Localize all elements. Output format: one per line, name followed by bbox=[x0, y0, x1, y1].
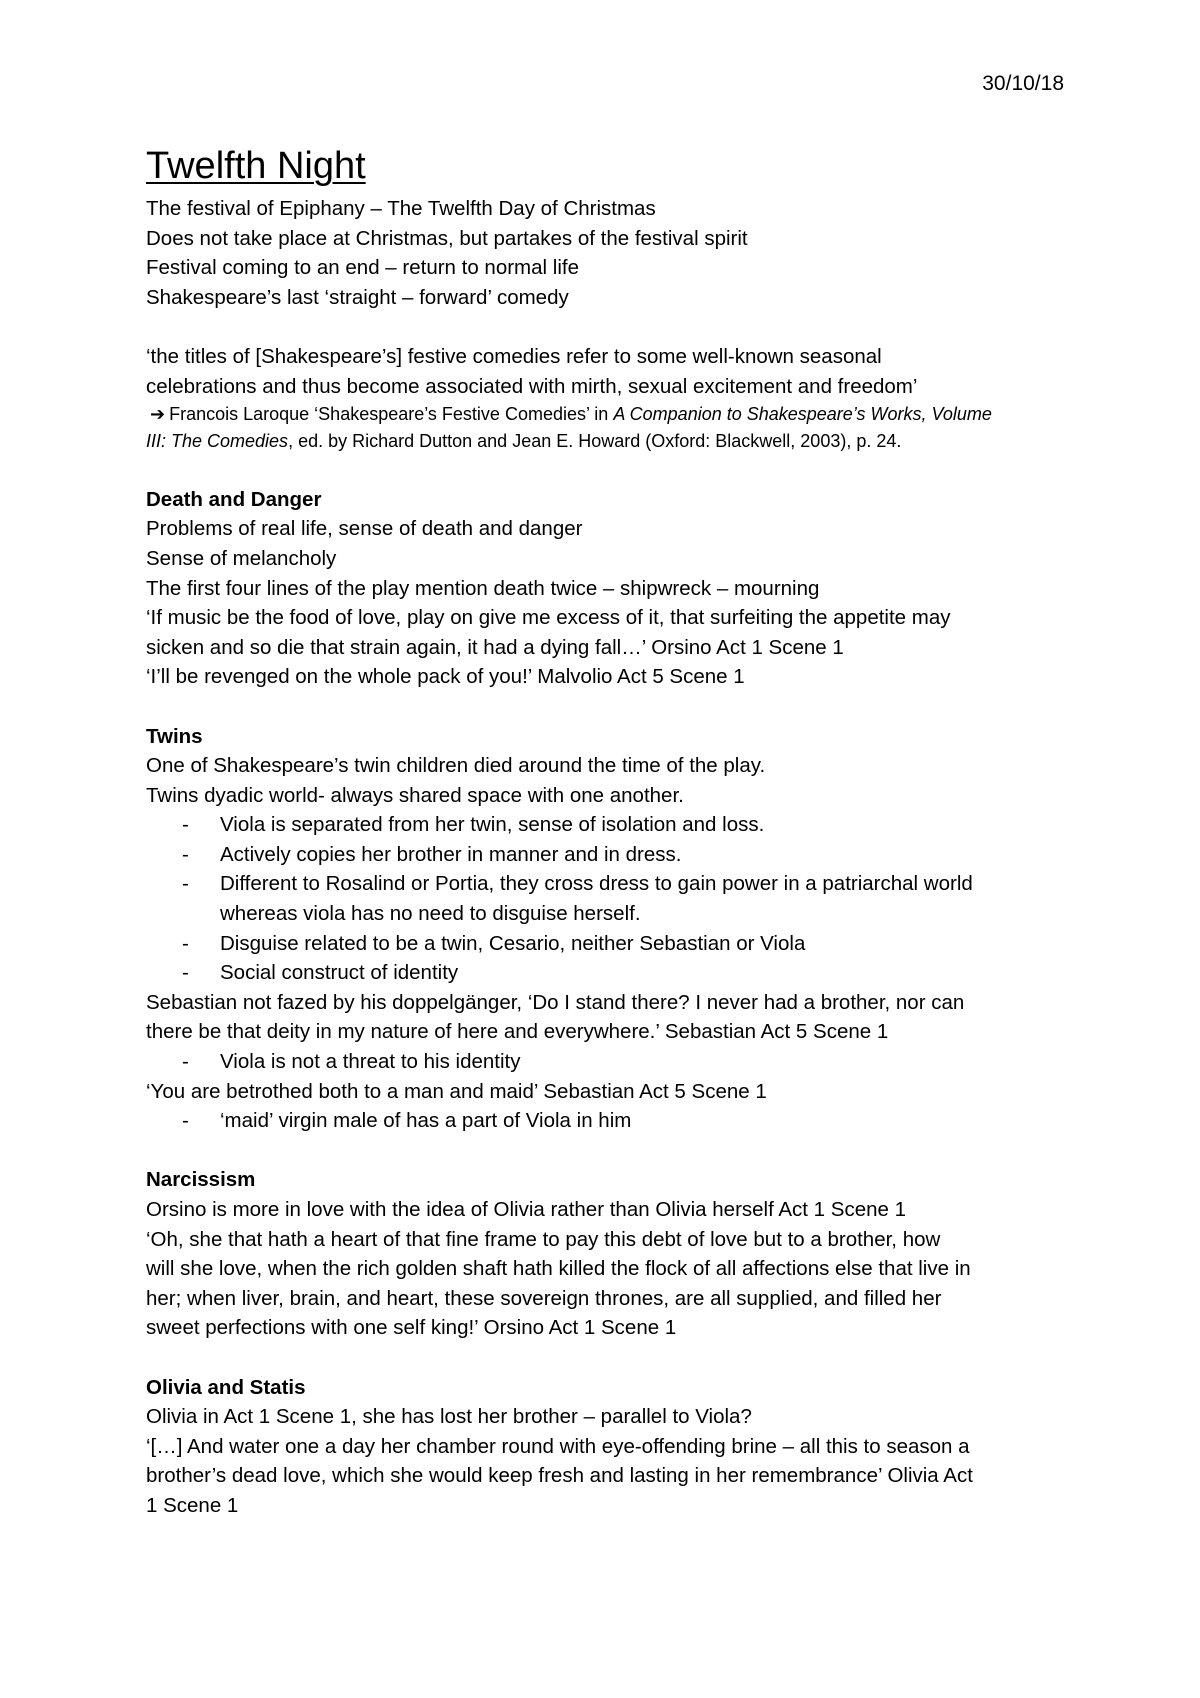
twins-bullet-list bbox=[146, 1106, 1066, 1136]
list-item bbox=[146, 869, 1066, 899]
twins-line: ‘You are betrothed both to a man and maid’ Sebastian Act 5 Scene 1 bbox=[146, 1079, 767, 1103]
intro-line: Does not take place at Christmas, but partakes of the festival spirit bbox=[146, 226, 748, 250]
citation-book-subtitle: III: The Comedies bbox=[146, 431, 289, 452]
death-line: ‘I’ll be revenged on the whole pack of you!’ Malvolio Act 5 Scene 1 bbox=[146, 665, 745, 689]
olivia-line: Olivia in Act 1 Scene 1, she has lost her brother – parallel to Viola? bbox=[146, 1405, 752, 1429]
death-line: Sense of melancholy bbox=[146, 546, 337, 570]
list-item-text: whereas viola has no need to disguise herself. bbox=[220, 902, 641, 926]
twins-line: One of Shakespeare’s twin children died around the time of the play. bbox=[146, 754, 766, 778]
death-line: ‘If music be the food of love, play on give me excess of it, that surfeiting the appetite may bbox=[146, 606, 951, 630]
twins-line: there be that deity in my nature of here and everywhere.’ Sebastian Act 5 Scene 1 bbox=[146, 1020, 889, 1044]
list-item-text: ‘maid’ virgin male of has a part of Viola in him bbox=[220, 1109, 632, 1133]
citation-continued bbox=[146, 428, 1066, 455]
olivia-line: ‘[…] And water one a day her chamber round with eye-offending brine – all this to season a bbox=[146, 1434, 970, 1458]
citation bbox=[146, 401, 1066, 428]
spacer bbox=[146, 1136, 1066, 1166]
dash-marker: - bbox=[182, 931, 189, 955]
death-line: The first four lines of the play mention death twice – shipwreck – mourning bbox=[146, 576, 820, 600]
page-title: Twelfth Night bbox=[146, 145, 366, 187]
dash-marker: - bbox=[182, 872, 189, 896]
quote-line: celebrations and thus become associated with mirth, sexual excitement and freedom’ bbox=[146, 374, 918, 398]
arrow-icon: ➔ bbox=[150, 404, 166, 425]
list-item bbox=[146, 1106, 1066, 1136]
dash-marker: - bbox=[182, 1109, 189, 1133]
list-item bbox=[146, 929, 1066, 959]
death-line: sicken and so die that strain again, it had a dying fall…’ Orsino Act 1 Scene 1 bbox=[146, 635, 844, 659]
section-heading-death: Death and Danger bbox=[146, 487, 322, 511]
olivia-line: brother’s dead love, which she would keep fresh and lasting in her remembrance’ Olivia Act bbox=[146, 1464, 973, 1488]
twins-bullet-list bbox=[146, 1047, 1066, 1077]
dash-marker: - bbox=[182, 961, 189, 985]
date: 30/10/18 bbox=[982, 72, 1064, 95]
list-item-text: Social construct of identity bbox=[220, 961, 459, 985]
death-line: Problems of real life, sense of death and danger bbox=[146, 517, 583, 541]
spacer bbox=[146, 692, 1066, 722]
spacer bbox=[146, 312, 1066, 342]
intro-line: Festival coming to an end – return to normal life bbox=[146, 256, 579, 280]
narcissism-line: sweet perfections with one self king!’ Orsino Act 1 Scene 1 bbox=[146, 1316, 677, 1340]
twins-bullet-list bbox=[146, 810, 1066, 988]
olivia-line: 1 Scene 1 bbox=[146, 1493, 239, 1517]
citation-author: Francois Laroque ‘Shakespeare’s Festive Comedies’ in bbox=[169, 404, 614, 425]
list-item-text: Actively copies her brother in manner and in dress. bbox=[220, 842, 682, 866]
section-heading-twins: Twins bbox=[146, 724, 203, 748]
intro-line: Shakespeare’s last ‘straight – forward’ comedy bbox=[146, 285, 569, 309]
narcissism-line: Orsino is more in love with the idea of Olivia rather than Olivia herself Act 1 Scene 1 bbox=[146, 1198, 907, 1221]
twins-line: Sebastian not fazed by his doppelgänger, ‘Do I stand there? I never had a brother, nor can bbox=[146, 990, 965, 1014]
spacer bbox=[146, 455, 1066, 485]
list-item-text: Viola is separated from her twin, sense of isolation and loss. bbox=[220, 813, 765, 837]
spacer bbox=[146, 1343, 1066, 1373]
quote-line: ‘the titles of [Shakespeare’s] festive comedies refer to some well-known seasonal bbox=[146, 344, 882, 368]
twins-line: Twins dyadic world- always shared space with one another. bbox=[146, 783, 684, 807]
intro-line: The festival of Epiphany – The Twelfth Day of Christmas bbox=[146, 197, 656, 220]
list-item bbox=[146, 1047, 1066, 1077]
narcissism-line: ‘Oh, she that hath a heart of that fine frame to pay this debt of love but to a brother, how bbox=[146, 1227, 941, 1251]
list-item bbox=[146, 958, 1066, 988]
list-item-continuation bbox=[146, 899, 1066, 929]
list-item-text: Viola is not a threat to his identity bbox=[220, 1050, 521, 1074]
list-item-text: Different to Rosalind or Portia, they cross dress to gain power in a patriarchal world bbox=[220, 872, 973, 896]
citation-book-title: A Companion to Shakespeare’s Works, Volume bbox=[613, 404, 992, 425]
list-item bbox=[146, 840, 1066, 870]
narcissism-line: her; when liver, brain, and heart, these sovereign thrones, are all supplied, and filled her bbox=[146, 1286, 942, 1310]
narcissism-line: will she love, when the rich golden shaft hath killed the flock of all affections else that live in bbox=[146, 1257, 971, 1281]
list-item bbox=[146, 810, 1066, 840]
section-heading-narcissism: Narcissism bbox=[146, 1168, 256, 1192]
list-item-text: Disguise related to be a twin, Cesario, neither Sebastian or Viola bbox=[220, 931, 806, 955]
citation-publication: , ed. by Richard Dutton and Jean E. Howard (Oxford: Blackwell, 2003), p. 24. bbox=[288, 431, 902, 452]
dash-marker: - bbox=[182, 1050, 189, 1074]
dash-marker: - bbox=[182, 813, 189, 837]
section-heading-olivia: Olivia and Statis bbox=[146, 1375, 306, 1399]
dash-marker: - bbox=[182, 842, 189, 866]
document-content bbox=[146, 140, 1066, 1521]
